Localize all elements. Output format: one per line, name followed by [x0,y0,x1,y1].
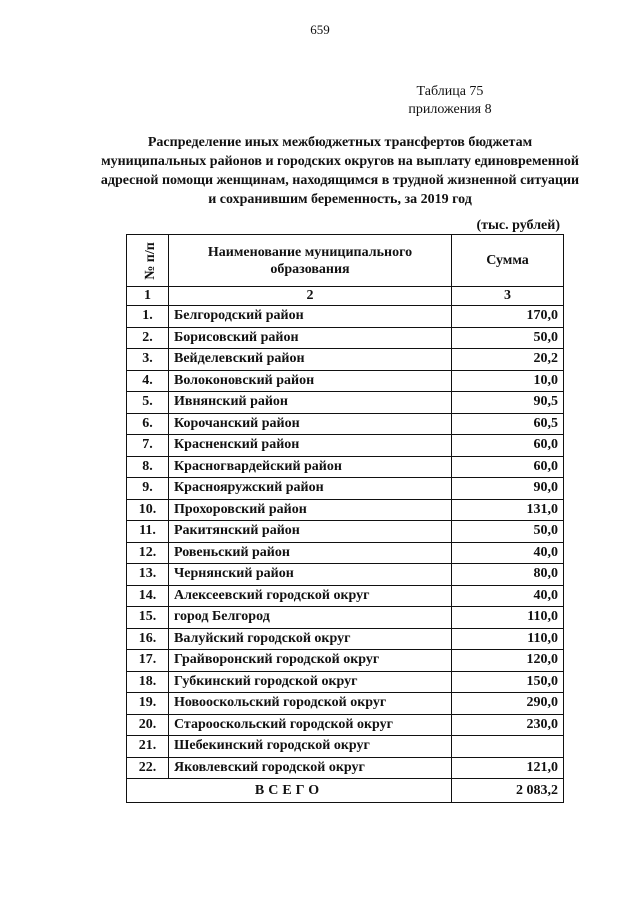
row-sum: 110,0 [452,607,564,629]
row-sum: 90,5 [452,392,564,414]
row-number: 1. [127,306,169,328]
row-sum: 290,0 [452,693,564,715]
row-number: 13. [127,564,169,586]
table-row [127,628,564,650]
row-number: 14. [127,585,169,607]
row-sum: 80,0 [452,564,564,586]
transfers-table [126,234,564,803]
row-name: Корочанский район [169,413,452,435]
row-sum: 230,0 [452,714,564,736]
table-row [127,714,564,736]
row-number: 19. [127,693,169,715]
total-label: ВСЕГО [127,779,452,803]
row-name: Прохоровский район [169,499,452,521]
row-number: 18. [127,671,169,693]
row-sum: 131,0 [452,499,564,521]
column-index: 3 [452,287,564,306]
row-sum: 170,0 [452,306,564,328]
table-body [127,306,564,779]
row-name: Волоконовский район [169,370,452,392]
table-row [127,671,564,693]
table-row [127,370,564,392]
row-sum: 40,0 [452,542,564,564]
row-number: 8. [127,456,169,478]
table-row [127,435,564,457]
table-row [127,456,564,478]
row-number: 3. [127,349,169,371]
row-number: 12. [127,542,169,564]
row-number: 15. [127,607,169,629]
table-row [127,478,564,500]
row-number: 17. [127,650,169,672]
row-number: 16. [127,628,169,650]
table-reference-line2: приложения 8 [408,102,492,117]
row-name: Чернянский район [169,564,452,586]
row-name: Краснояружский район [169,478,452,500]
row-name: Грайворонский городской округ [169,650,452,672]
row-sum: 50,0 [452,521,564,543]
row-sum: 40,0 [452,585,564,607]
row-sum: 60,0 [452,435,564,457]
row-name: Красногвардейский район [169,456,452,478]
table-row [127,650,564,672]
row-name: Шебекинский городской округ [169,736,452,758]
table-row [127,327,564,349]
row-name: город Белгород [169,607,452,629]
unit-label: (тыс. рублей) [476,218,560,233]
page-number: 659 [310,22,330,37]
column-index-row [127,287,564,306]
table-row [127,564,564,586]
row-number: 20. [127,714,169,736]
table-row [127,693,564,715]
total-sum: 2 083,2 [452,779,564,803]
header-number-label: № п/п [142,241,158,280]
header-name: Наименование муниципального образования [169,235,452,287]
table-row [127,306,564,328]
total-row [127,779,564,803]
row-sum [452,736,564,758]
row-sum: 150,0 [452,671,564,693]
row-sum: 50,0 [452,327,564,349]
row-number: 22. [127,757,169,779]
table-row [127,392,564,414]
row-name: Валуйский городской округ [169,628,452,650]
row-number: 10. [127,499,169,521]
column-index: 2 [169,287,452,306]
table-row [127,607,564,629]
row-number: 11. [127,521,169,543]
table-row [127,757,564,779]
column-index: 1 [127,287,169,306]
row-number: 2. [127,327,169,349]
table-header-row [127,235,564,287]
row-sum: 10,0 [452,370,564,392]
table-row [127,736,564,758]
table-row [127,542,564,564]
row-sum: 20,2 [452,349,564,371]
table-row [127,585,564,607]
header-number [127,235,169,287]
row-number: 21. [127,736,169,758]
row-name: Старооскольский городской округ [169,714,452,736]
row-name: Ивнянский район [169,392,452,414]
row-sum: 110,0 [452,628,564,650]
row-number: 4. [127,370,169,392]
row-sum: 60,0 [452,456,564,478]
row-name: Красненский район [169,435,452,457]
row-name: Борисовский район [169,327,452,349]
row-sum: 120,0 [452,650,564,672]
row-sum: 121,0 [452,757,564,779]
row-number: 6. [127,413,169,435]
row-name: Ровеньский район [169,542,452,564]
document-title: Распределение иных межбюджетных трансфертов бюджетам муниципальных районов и городских округов на выплату единовременной адресной помощи женщинам, находящимся в трудной жизненной ситуации и сохранившим беременность, за 2019 год [100,135,580,207]
row-name: Новооскольский городской округ [169,693,452,715]
table-row [127,413,564,435]
row-sum: 90,0 [452,478,564,500]
row-name: Вейделевский район [169,349,452,371]
table-row [127,521,564,543]
row-name: Белгородский район [169,306,452,328]
row-number: 7. [127,435,169,457]
table-reference [390,83,510,119]
row-number: 9. [127,478,169,500]
row-number: 5. [127,392,169,414]
row-name: Ракитянский район [169,521,452,543]
table-reference-line1: Таблица 75 [416,84,484,99]
row-name: Алексеевский городской округ [169,585,452,607]
row-sum: 60,5 [452,413,564,435]
table-row [127,349,564,371]
header-sum: Сумма [452,235,564,287]
table-row [127,499,564,521]
row-name: Яковлевский городской округ [169,757,452,779]
row-name: Губкинский городской округ [169,671,452,693]
